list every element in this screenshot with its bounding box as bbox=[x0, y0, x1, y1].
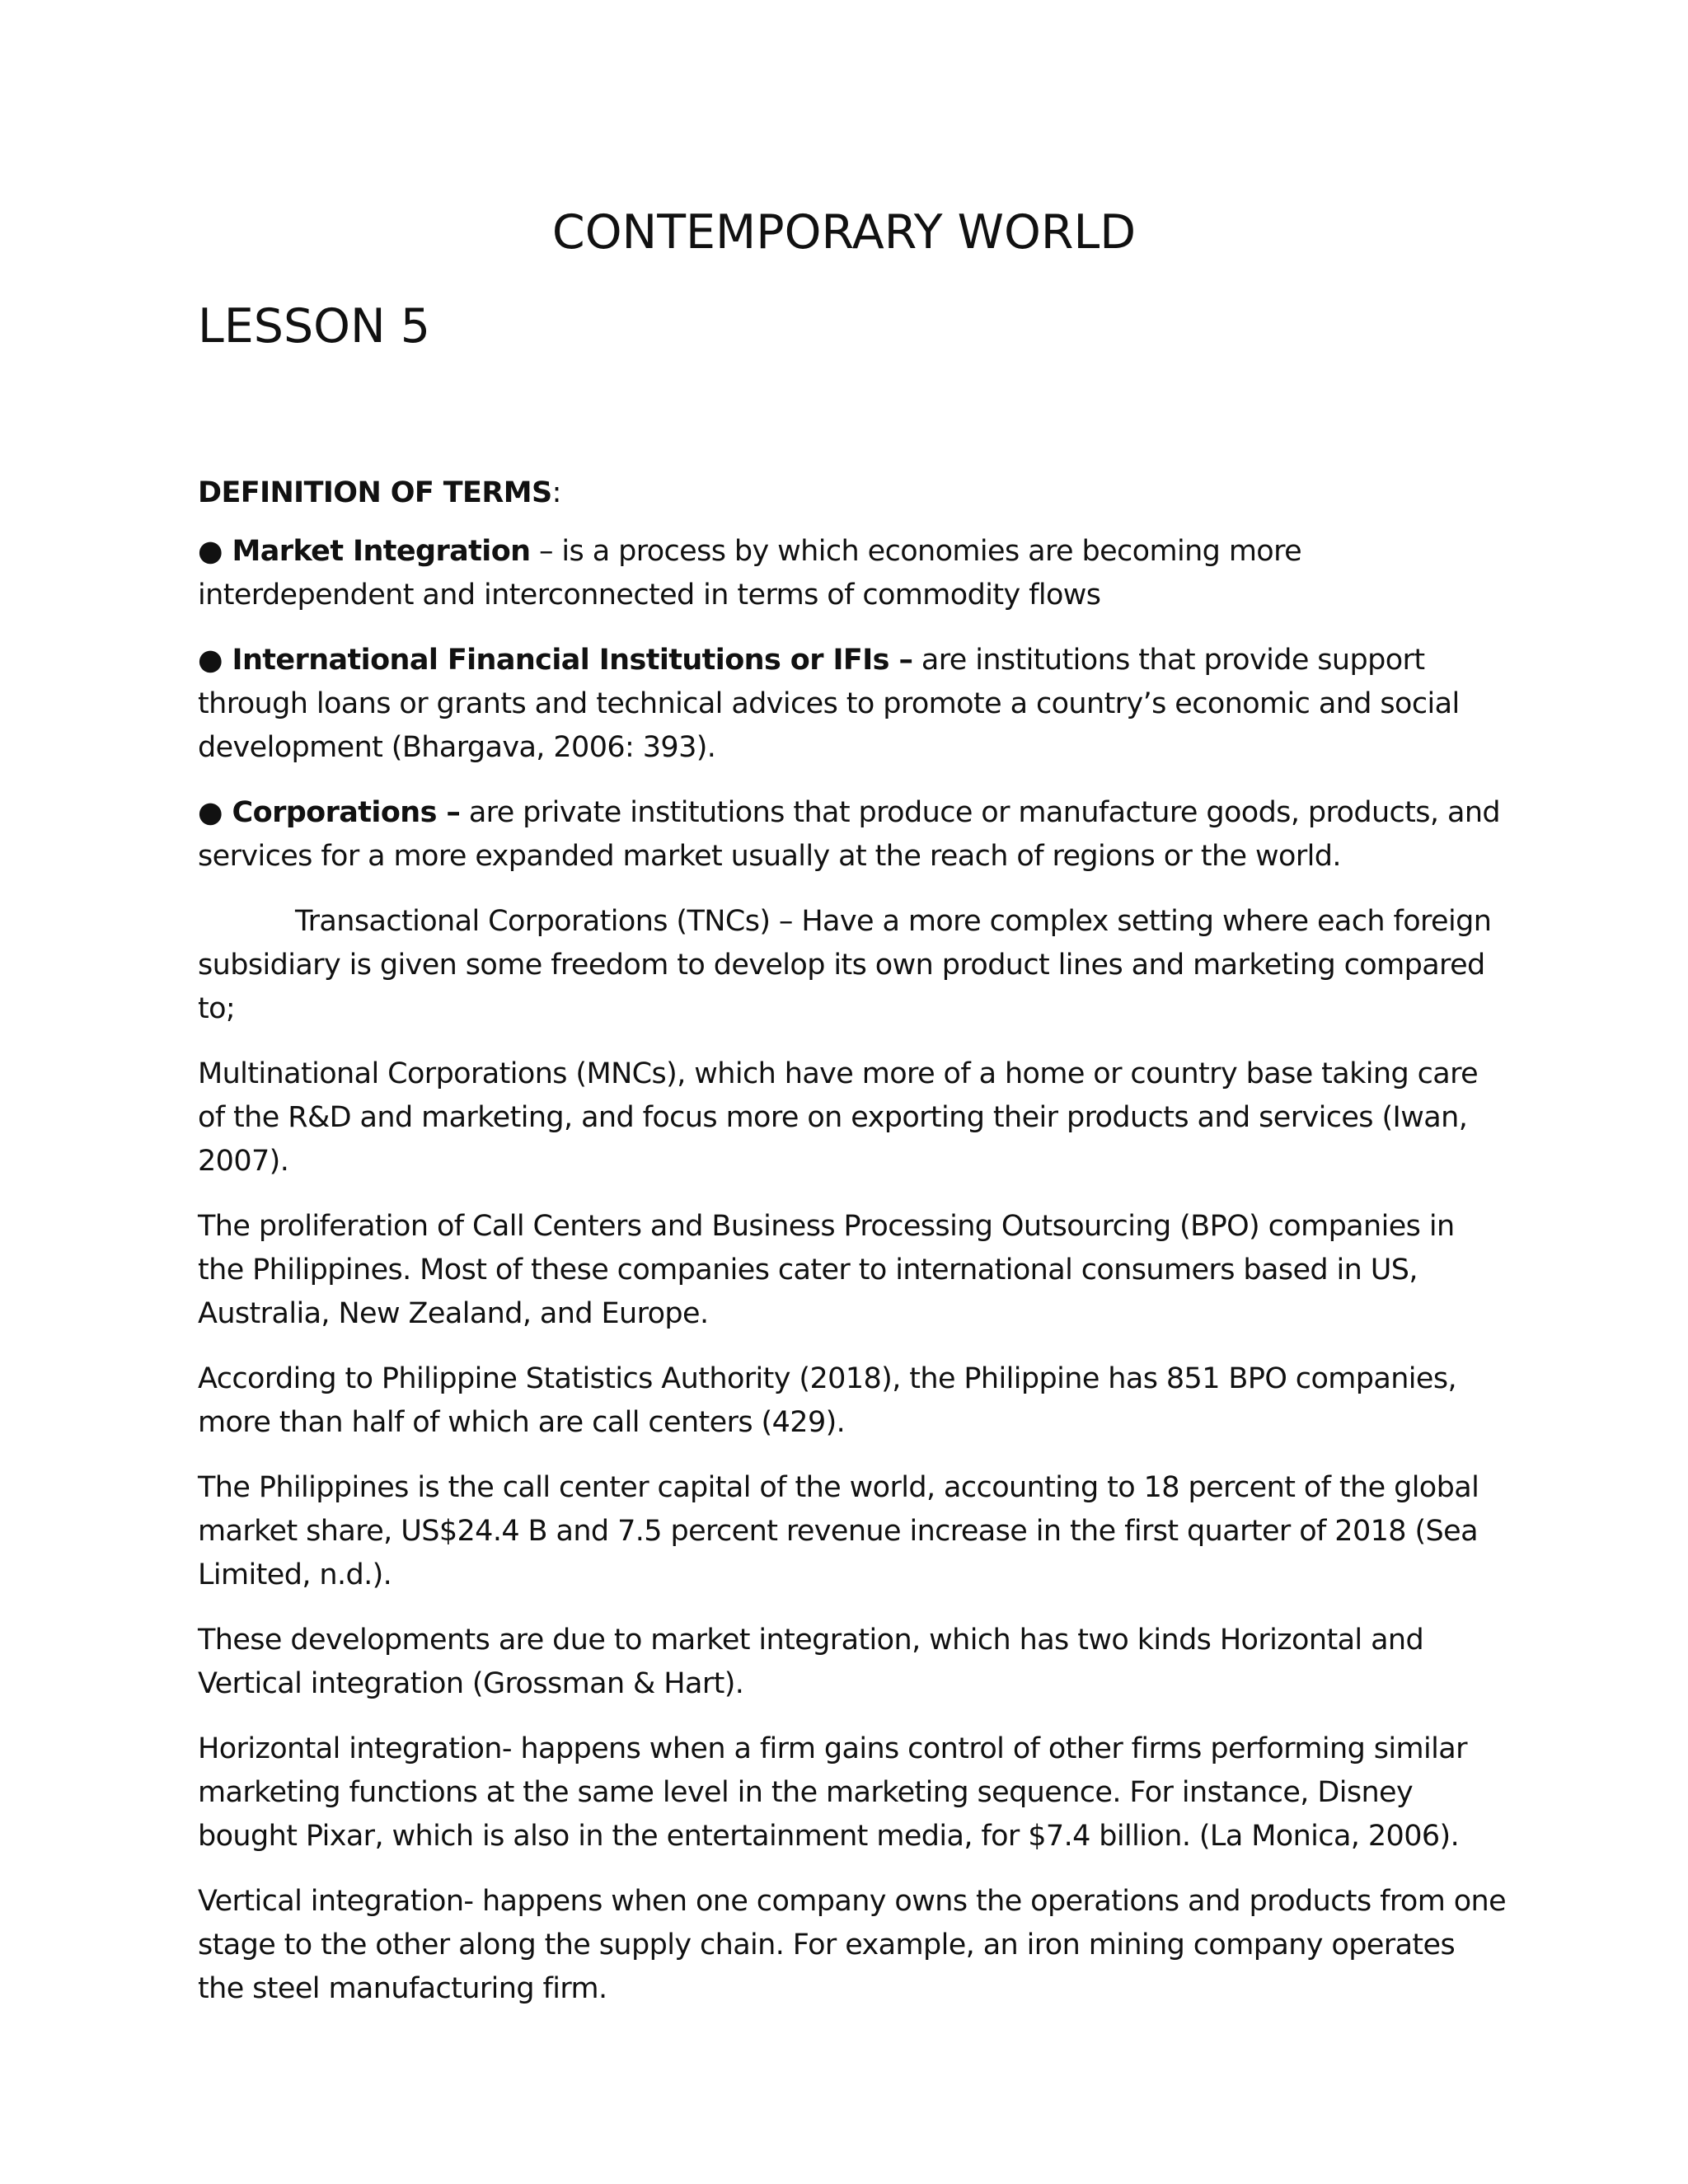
bullet-icon: ● bbox=[198, 796, 232, 829]
bullet-icon: ● bbox=[198, 535, 232, 568]
term-item bbox=[198, 530, 1508, 617]
body-paragraph: Transactional Corporations (TNCs) – Have a more complex setting where each foreign subsidiary is given some freedom to develop its own product lines and marketing compared to; bbox=[198, 905, 1492, 1025]
document-body bbox=[198, 471, 1508, 2032]
body-paragraph: The proliferation of Call Centers and Business Processing Outsourcing (BPO) companies in the Philippines. Most of these companies cater to international consumers based in US, Australia, New Zealand, and Europe. bbox=[198, 1210, 1455, 1330]
term-item bbox=[198, 791, 1508, 879]
term-label: Market Integration bbox=[232, 535, 531, 568]
term-definition: are institutions that provide support through loans or grants and technical advices to promote a country’s economic and social development (Bhargava, 2006: 393). bbox=[198, 644, 1460, 764]
lesson-heading: LESSON 5 bbox=[198, 299, 431, 354]
term-item bbox=[198, 639, 1508, 770]
document-title: CONTEMPORARY WORLD bbox=[551, 205, 1137, 260]
body-paragraph: These developments are due to market integration, which has two kinds Horizontal and Vertical integration (Grossman & Hart). bbox=[198, 1624, 1424, 1700]
body-paragraph: The Philippines is the call center capital of the world, accounting to 18 percent of the global market share, US$24.4 B and 7.5 percent revenue increase in the first quarter of 2018 (Sea Limited, n.d.). bbox=[198, 1471, 1479, 1591]
term-label: Corporations – bbox=[232, 796, 461, 829]
body-paragraph: Multinational Corporations (MNCs), which have more of a home or country base taking care of the R&D and marketing, and focus more on exporting their products and services (Iwan, 2007). bbox=[198, 1057, 1479, 1178]
term-label: International Financial Institutions or IFIs – bbox=[232, 644, 913, 677]
definitions-heading-text: DEFINITION OF TERMS bbox=[198, 476, 552, 509]
definitions-heading-colon: : bbox=[551, 476, 561, 509]
body-paragraph: Horizontal integration- happens when a firm gains control of other firms performing similar marketing functions at the same level in the marketing sequence. For instance, Disney bought Pixar, which is also in the entertainment media, for $7.4 billion. (La Monica, 2006). bbox=[198, 1732, 1467, 1853]
body-paragraph: According to Philippine Statistics Authority (2018), the Philippine has 851 BPO companies, more than half of which are call centers (429). bbox=[198, 1362, 1457, 1439]
term-definition: are private institutions that produce or manufacture goods, products, and services for a more expanded market usually at the reach of regions or the world. bbox=[198, 796, 1501, 873]
term-definition: – is a process by which economies are becoming more interdependent and interconnected in terms of commodity flows bbox=[198, 535, 1302, 612]
definitions-heading bbox=[198, 471, 1508, 515]
bullet-icon: ● bbox=[198, 644, 232, 677]
body-paragraph: Vertical integration- happens when one company owns the operations and products from one stage to the other along the supply chain. For example, an iron mining company operates the steel manufacturing firm. bbox=[198, 1885, 1507, 2005]
